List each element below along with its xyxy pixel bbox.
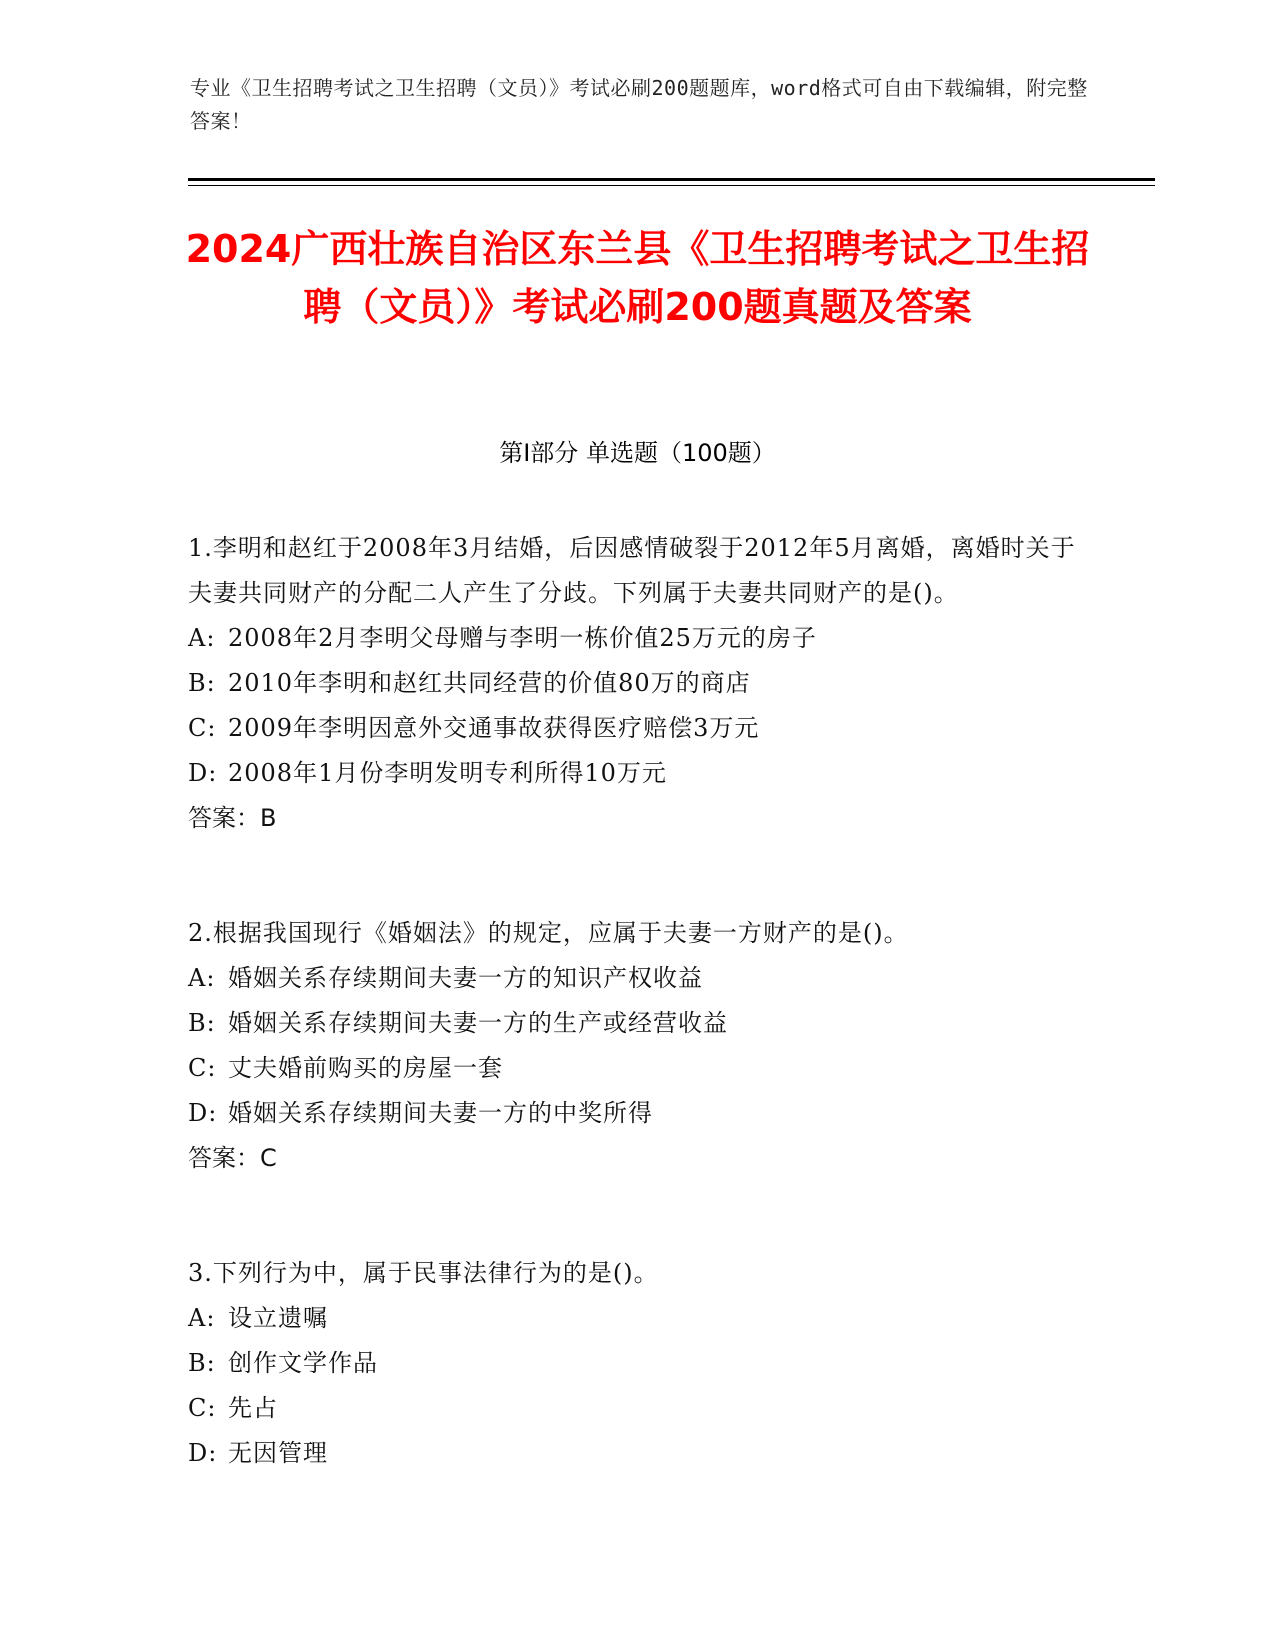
option-text: 婚姻关系存续期间夫妻一方的中奖所得 — [228, 1099, 653, 1127]
section-title: 第Ⅰ部分 单选题（100题） — [499, 439, 776, 467]
option-a — [188, 956, 1088, 1001]
option-key: A: — [188, 1304, 216, 1332]
option-d — [188, 1431, 1088, 1476]
question-list — [188, 526, 1088, 1476]
option-b — [188, 1001, 1088, 1046]
option-key: D: — [188, 759, 218, 787]
option-key: C: — [188, 1054, 217, 1082]
option-d — [188, 1091, 1088, 1136]
question-2 — [188, 911, 1088, 1181]
question-stem: 1.李明和赵红于2008年3月结婚，后因感情破裂于2012年5月离婚，离婚时关于夫妻共同财产的分配二人产生了分歧。下列属于夫妻共同财产的是()。 — [188, 534, 1076, 607]
option-key: D: — [188, 1099, 218, 1127]
option-c — [188, 1386, 1088, 1431]
question-stem: 3.下列行为中，属于民事法律行为的是()。 — [188, 1259, 659, 1287]
option-text: 婚姻关系存续期间夫妻一方的知识产权收益 — [228, 964, 703, 992]
option-text: 2008年1月份李明发明专利所得10万元 — [228, 759, 667, 787]
option-key: D: — [188, 1439, 218, 1467]
option-text: 创作文学作品 — [228, 1349, 378, 1377]
option-text: 2009年李明因意外交通事故获得医疗赔偿3万元 — [228, 714, 760, 742]
header-divider-thick — [188, 178, 1155, 181]
answer: 答案：C — [188, 1144, 277, 1172]
question-1 — [188, 526, 1088, 841]
option-key: B: — [188, 1349, 216, 1377]
option-key: C: — [188, 1394, 217, 1422]
question-stem: 2.根据我国现行《婚姻法》的规定，应属于夫妻一方财产的是()。 — [188, 919, 909, 947]
answer: 答案：B — [188, 804, 277, 832]
spacer — [188, 841, 1088, 911]
option-d — [188, 751, 1088, 796]
option-key: B: — [188, 669, 216, 697]
option-b — [188, 1341, 1088, 1386]
option-text: 2010年李明和赵红共同经营的价值80万的商店 — [228, 669, 751, 697]
option-key: B: — [188, 1009, 216, 1037]
header-note: 专业《卫生招聘考试之卫生招聘（文员）》考试必刷200题题库，word格式可自由下载编辑，附完整答案！ — [190, 76, 1088, 133]
header-divider-thin — [188, 185, 1155, 186]
option-b — [188, 661, 1088, 706]
option-text: 无因管理 — [228, 1439, 328, 1467]
spacer — [188, 1181, 1088, 1251]
option-key: C: — [188, 714, 217, 742]
option-text: 设立遗嘱 — [228, 1304, 328, 1332]
question-3 — [188, 1251, 1088, 1476]
option-c — [188, 1046, 1088, 1091]
option-c — [188, 706, 1088, 751]
option-a — [188, 616, 1088, 661]
option-text: 丈夫婚前购买的房屋一套 — [228, 1054, 503, 1082]
option-text: 婚姻关系存续期间夫妻一方的生产或经营收益 — [228, 1009, 728, 1037]
document-title: 2024广西壮族自治区东兰县《卫生招聘考试之卫生招聘（文员）》考试必刷200题真题及答案 — [185, 227, 1090, 329]
option-key: A: — [188, 964, 216, 992]
option-a — [188, 1296, 1088, 1341]
option-text: 2008年2月李明父母赠与李明一栋价值25万元的房子 — [228, 624, 817, 652]
option-text: 先占 — [228, 1394, 278, 1422]
option-key: A: — [188, 624, 216, 652]
